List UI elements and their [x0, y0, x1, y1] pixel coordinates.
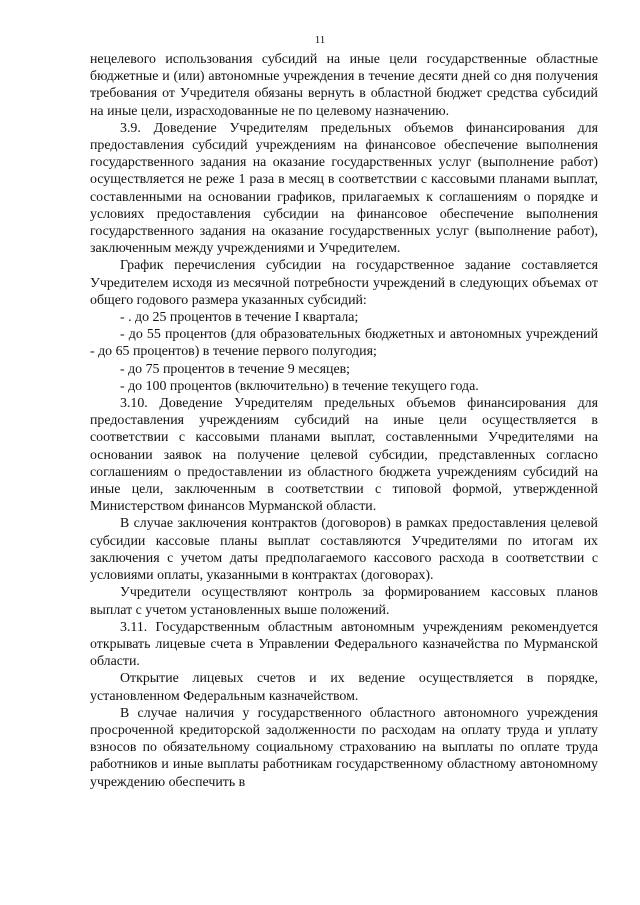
paragraph-contracts: В случае заключения контрактов (договоров) в рамках предоставления целевой субсидии кассовые планы выплат составляются Учредителями по итогам их заключения с учетом даты предполагаемого кассового расхода в соответствии с условиями оплаты, указанными в контрактах (договорах).: [90, 516, 598, 584]
paragraph-overdue-debt: В случае наличия у государственного областного автономного учреждения просроченной кредиторской задолженности по расходам на оплату труда и уплату взносов по обязательному социальному страхованию на выплаты по оплате труда работников и иные выплаты работникам государственному областному автономному учреждению обеспечить в: [90, 705, 598, 790]
paragraph-3-11: 3.11. Государственным областным автономным учреждениям рекомендуется открывать лицевые счета в Управлении Федерального казначейства по Мурманской области.: [90, 619, 598, 670]
list-item-half-year: - до 55 процентов (для образовательных бюджетных и автономных учреждений - до 65 процентов) в течение первого полугодия;: [90, 327, 598, 360]
paragraph-subsidy-return: нецелевого использования субсидий на иные цели государственные областные бюджетные и (или) автономные учреждения в течение десяти дней со дня получения требования от Учредителя обязаны вернуть в областной бюджет средства субсидий на иные цели, израсходованные не по целевому назначению.: [90, 52, 598, 119]
paragraph-3-9: 3.9. Доведение Учредителям предельных объемов финансирования для предоставления субсидий учреждениям на финансовое обеспечение выполнения государственного задания на оказание государственных услуг (выполнение работ) осуществляется не реже 1 раза в месяц в соответствии с кассовыми планами выплат, составленными на основании графиков, прилагаемых к соглашениям о порядке и условиях предоставления субсидии на финансовое обеспечение выполнения государственного задания на оказание государственных услуг (выполнение работ), заключенным между учреждениями и Учредителем.: [90, 120, 598, 257]
document-body: [90, 51, 598, 791]
paragraph-schedule: График перечисления субсидии на государственное задание составляется Учредителем исходя из месячной потребности учреждений в следующих объемах от общего годового размера указанных субсидий:: [90, 258, 598, 308]
list-item-year: - до 100 процентов (включительно) в течение текущего года.: [120, 378, 479, 394]
paragraph-3-10: 3.10. Доведение Учредителям предельных объемов финансирования для предоставления учреждениям субсидий на иные цели осуществляется в соответствии с кассовыми планами выплат, составленными Учредителями на основании заявок на получение целевой субсидии, представленных согласно соглашениям о предоставлении из областного бюджета учреждениям субсидий на иные цели, заключенным в соответствии с типовой формой, утвержденной Министерством финансов Мурманской области.: [90, 396, 598, 515]
page-number: 11: [314, 34, 326, 46]
paragraph-control: Учредители осуществляют контроль за формированием кассовых планов выплат с учетом установленных выше положений.: [90, 585, 598, 618]
list-item-9-months: - до 75 процентов в течение 9 месяцев;: [120, 361, 351, 377]
paragraph-accounts: Открытие лицевых счетов и их ведение осуществляется в порядке, установленном Федеральным казначейством.: [90, 671, 598, 704]
list-item-q1: - . до 25 процентов в течение I квартала;: [120, 310, 359, 326]
